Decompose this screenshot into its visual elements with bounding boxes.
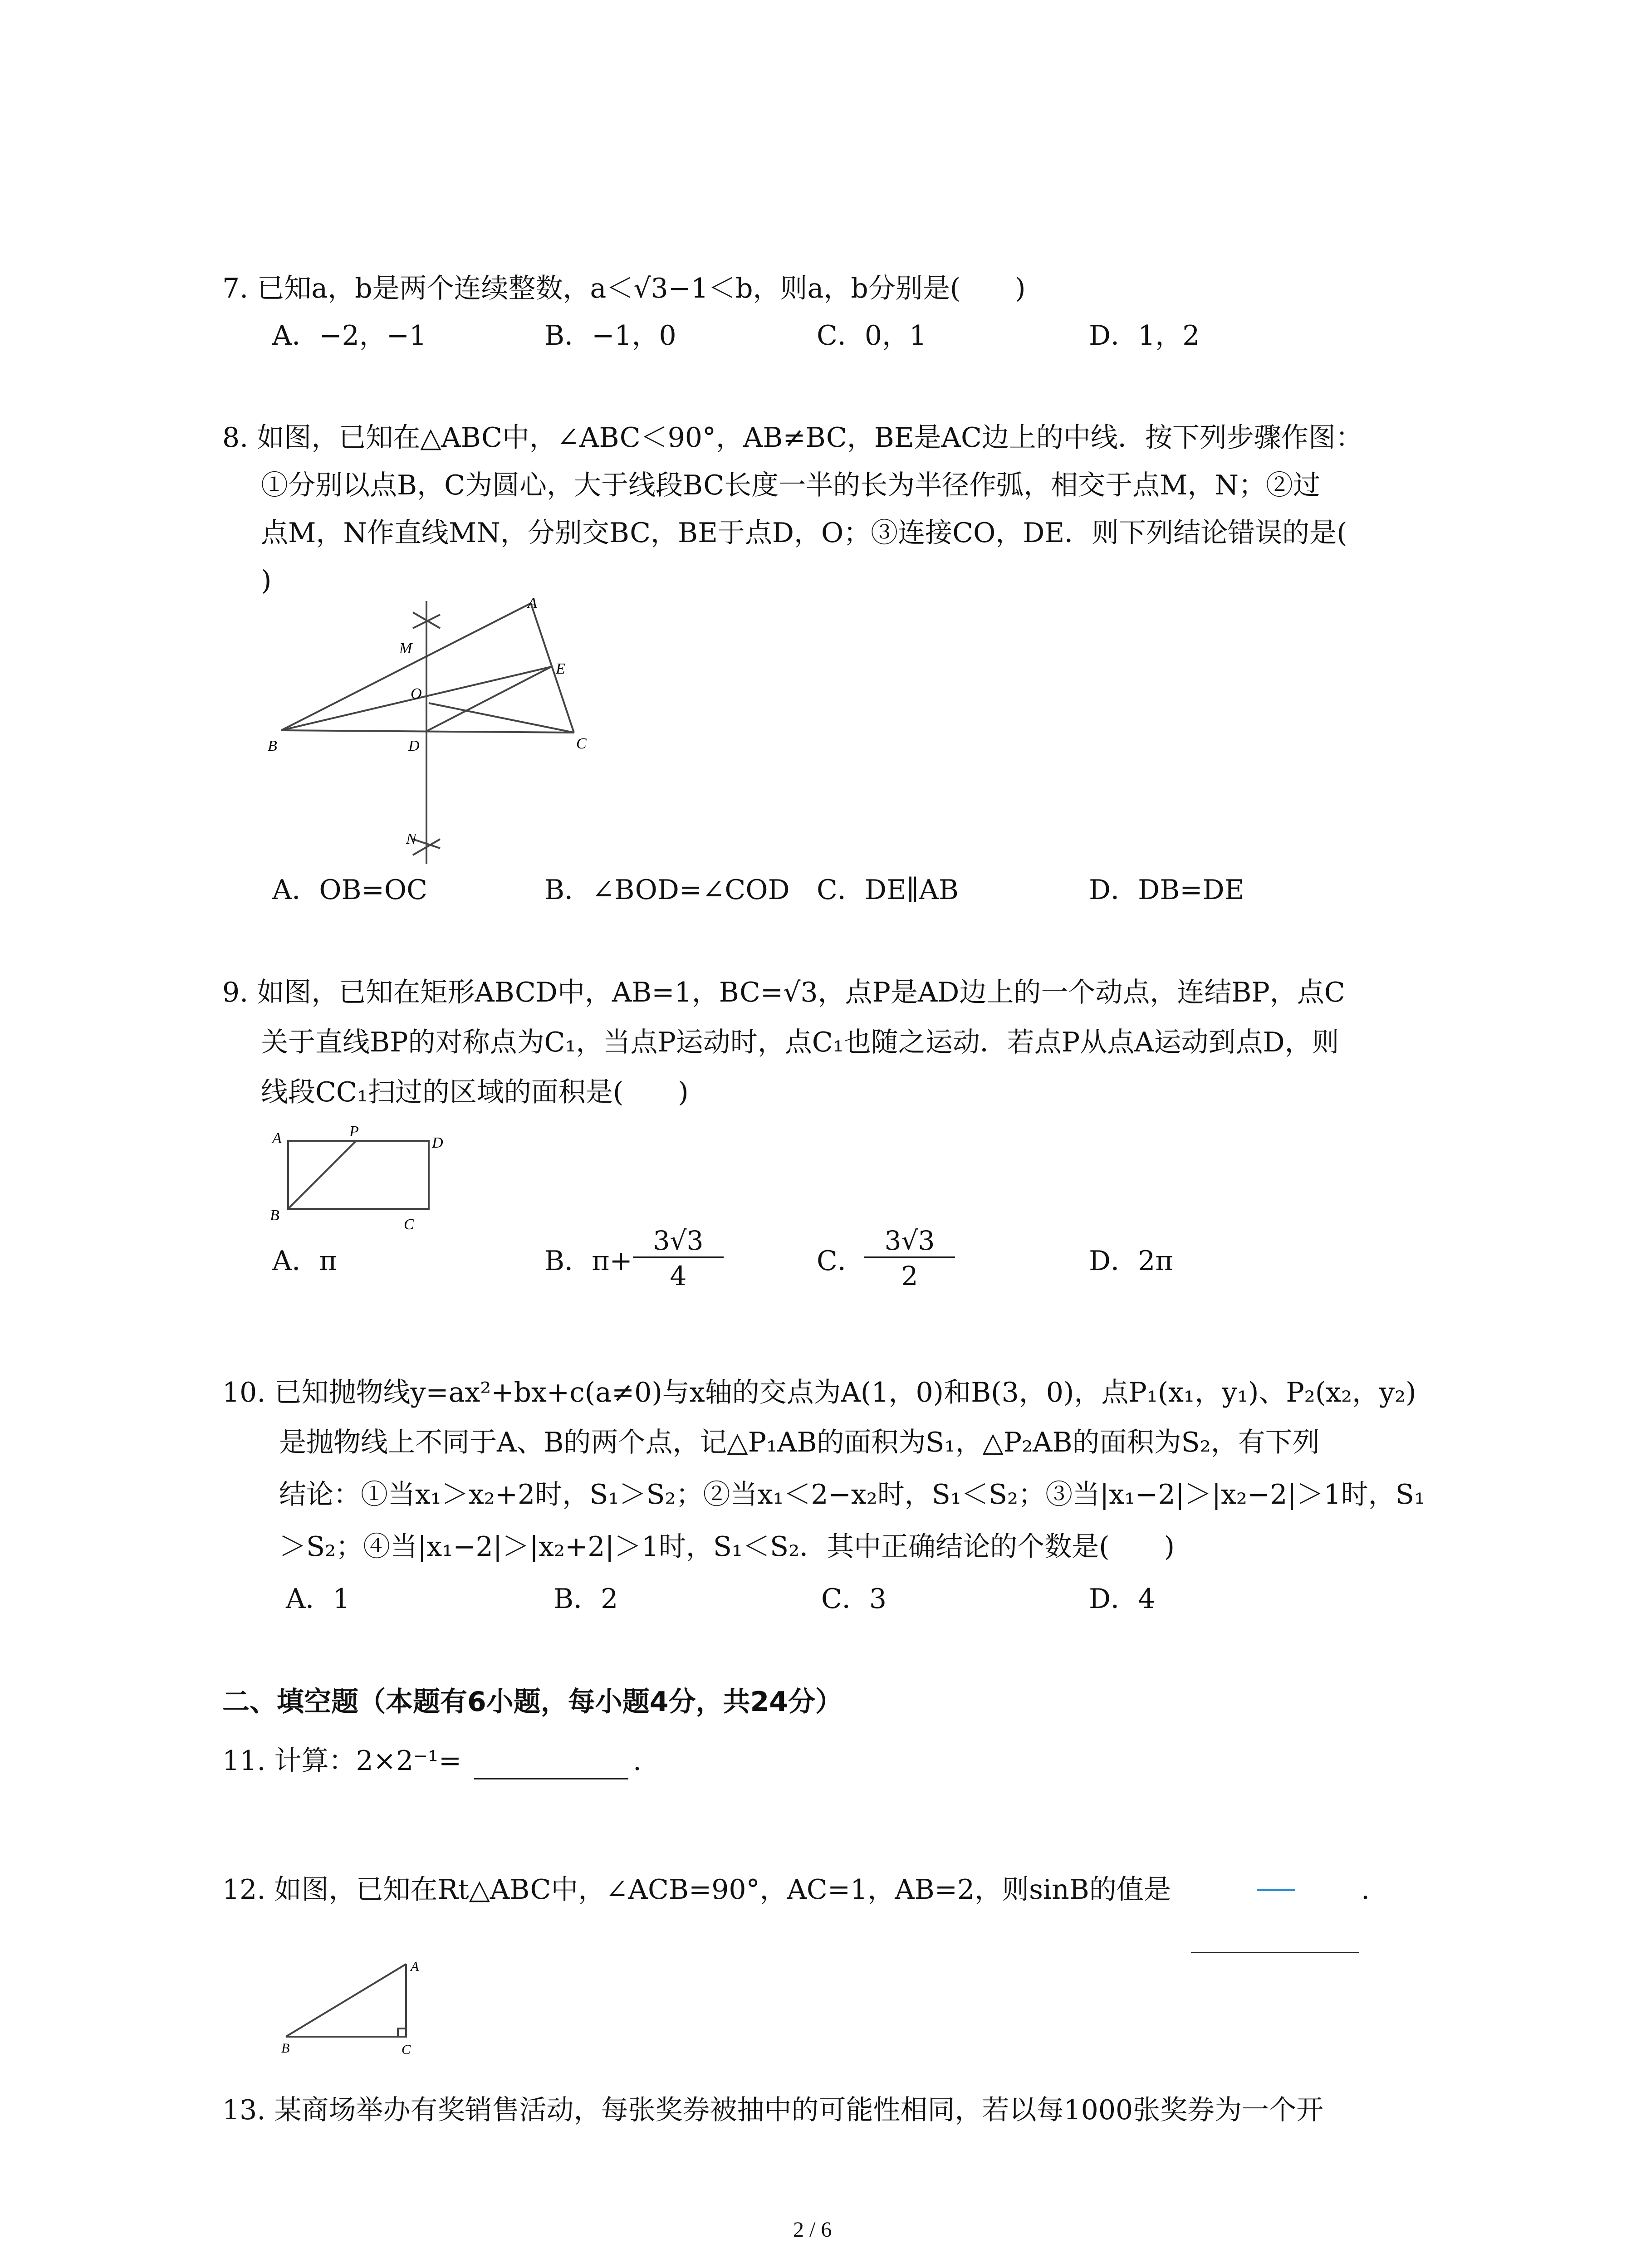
q12-label-a: A [411, 1959, 419, 1974]
q8-figure [254, 585, 617, 866]
q12-figure [272, 1950, 426, 2064]
q10-line-2: 是抛物线上不同于A、B的两个点，记△P₁AB的面积为S₁，△P₂AB的面积为S₂，有下列 [279, 1427, 1320, 1458]
q8-label-n: N [406, 831, 416, 847]
q10-option-d: D．4 [1089, 1583, 1156, 1615]
q7-option-c: C．0，1 [817, 320, 927, 352]
q11-text: 11. 计算：2×2⁻¹= [222, 1745, 462, 1777]
q8-line-3: 点M，N作直线MN，分别交BC，BE于点D，O；③连接CO，DE．则下列结论错误的是( [261, 517, 1347, 549]
q11-answer-blank[interactable] [474, 1778, 628, 1779]
q8-option-b: B．∠BOD=∠COD [544, 874, 790, 906]
q12-answer-blank[interactable] [1191, 1952, 1359, 1953]
q12-end: . [1361, 1874, 1370, 1906]
q7-stem: 7. 已知a，b是两个连续整数，a＜√3−1＜b，则a，b分别是( ) [222, 273, 1026, 304]
q7-option-d: D．1，2 [1089, 320, 1200, 352]
q9-label-p: P [349, 1123, 359, 1140]
q9-label-a: A [272, 1130, 282, 1147]
q8-line-4: ) [261, 565, 272, 596]
q10-option-b: B．2 [554, 1583, 618, 1615]
q8-line-1: 8. 如图，已知在△ABC中，∠ABC＜90°，AB≠BC，BE是AC边上的中线．按下列步骤作图： [222, 422, 1363, 454]
q9-label-d: D [432, 1134, 443, 1151]
q8-option-d: D．DB=DE [1089, 874, 1244, 906]
q11-end: . [633, 1745, 642, 1777]
q12-label-b: B [281, 2041, 290, 2056]
q9-option-b-denominator: 4 [670, 1261, 687, 1291]
q9-option-c-numerator: 3√3 [864, 1225, 955, 1258]
q12-text: 12. 如图，已知在Rt△ABC中，∠ACB=90°，AC=1，AB=2，则sinB的值是 [222, 1874, 1171, 1906]
q9-option-b-prefix: B．π+ [544, 1245, 632, 1277]
q10-option-a: A．1 [286, 1583, 350, 1615]
q12-label-c: C [402, 2042, 411, 2057]
q8-line-2: ①分别以点B，C为圆心，大于线段BC长度一半的长为半径作弧，相交于点M，N；②过 [261, 469, 1321, 501]
q9-label-b: B [270, 1207, 279, 1224]
q9-line-2: 关于直线BP的对称点为C₁，当点P运动时，点C₁也随之运动．若点P从点A运动到点D，则 [261, 1026, 1339, 1058]
section-2-title: 二、填空题（本题有6小题，每小题4分，共24分） [222, 1686, 843, 1718]
q8-label-b: B [268, 738, 277, 754]
q8-label-e: E [556, 660, 565, 677]
q13-text: 13. 某商场举办有奖销售活动，每张奖券被抽中的可能性相同，若以每1000张奖券为一个开 [222, 2094, 1324, 2126]
q10-option-c: C．3 [821, 1583, 887, 1615]
q12-fraction-bar [1257, 1889, 1295, 1891]
q9-option-c-prefix: C． [817, 1245, 865, 1277]
q7-option-a: A．−2，−1 [272, 320, 427, 352]
q9-figure [263, 1116, 454, 1238]
q10-line-4: ＞S₂；④当|x₁−2|＞|x₂+2|＞1时，S₁＜S₂．其中正确结论的个数是( ) [279, 1531, 1175, 1563]
q7-option-b: B．−1，0 [544, 320, 676, 352]
q9-line-3: 线段CC₁扫过的区域的面积是( ) [261, 1076, 689, 1108]
q8-label-m: M [399, 640, 412, 657]
q9-option-c-denominator: 2 [901, 1261, 918, 1291]
q8-option-c: C．DE∥AB [817, 874, 959, 906]
q8-label-o: O [411, 685, 422, 702]
q9-option-a: A．π [272, 1245, 337, 1277]
q10-line-1: 10. 已知抛物线y=ax²+bx+c(a≠0)与x轴的交点为A(1，0)和B(3，0)，点P₁(x₁，y₁)、P₂(x₂，y₂) [222, 1377, 1416, 1408]
q8-option-a: A．OB=OC [272, 874, 427, 906]
q9-label-c: C [404, 1216, 414, 1233]
q9-option-d: D．2π [1089, 1245, 1173, 1277]
q8-label-a: A [528, 595, 537, 611]
q8-label-c: C [576, 735, 587, 752]
q9-option-b-numerator: 3√3 [633, 1225, 724, 1258]
page-number: 2 / 6 [793, 2218, 832, 2242]
q10-line-3: 结论：①当x₁＞x₂+2时，S₁＞S₂；②当x₁＜2−x₂时，S₁＜S₂；③当|x₁−2|＞|x₂−2|＞1时，S₁ [279, 1479, 1425, 1510]
q9-line-1: 9. 如图，已知在矩形ABCD中，AB=1，BC=√3，点P是AD边上的一个动点，连结BP，点C [222, 977, 1345, 1008]
q8-label-d: D [408, 738, 420, 754]
